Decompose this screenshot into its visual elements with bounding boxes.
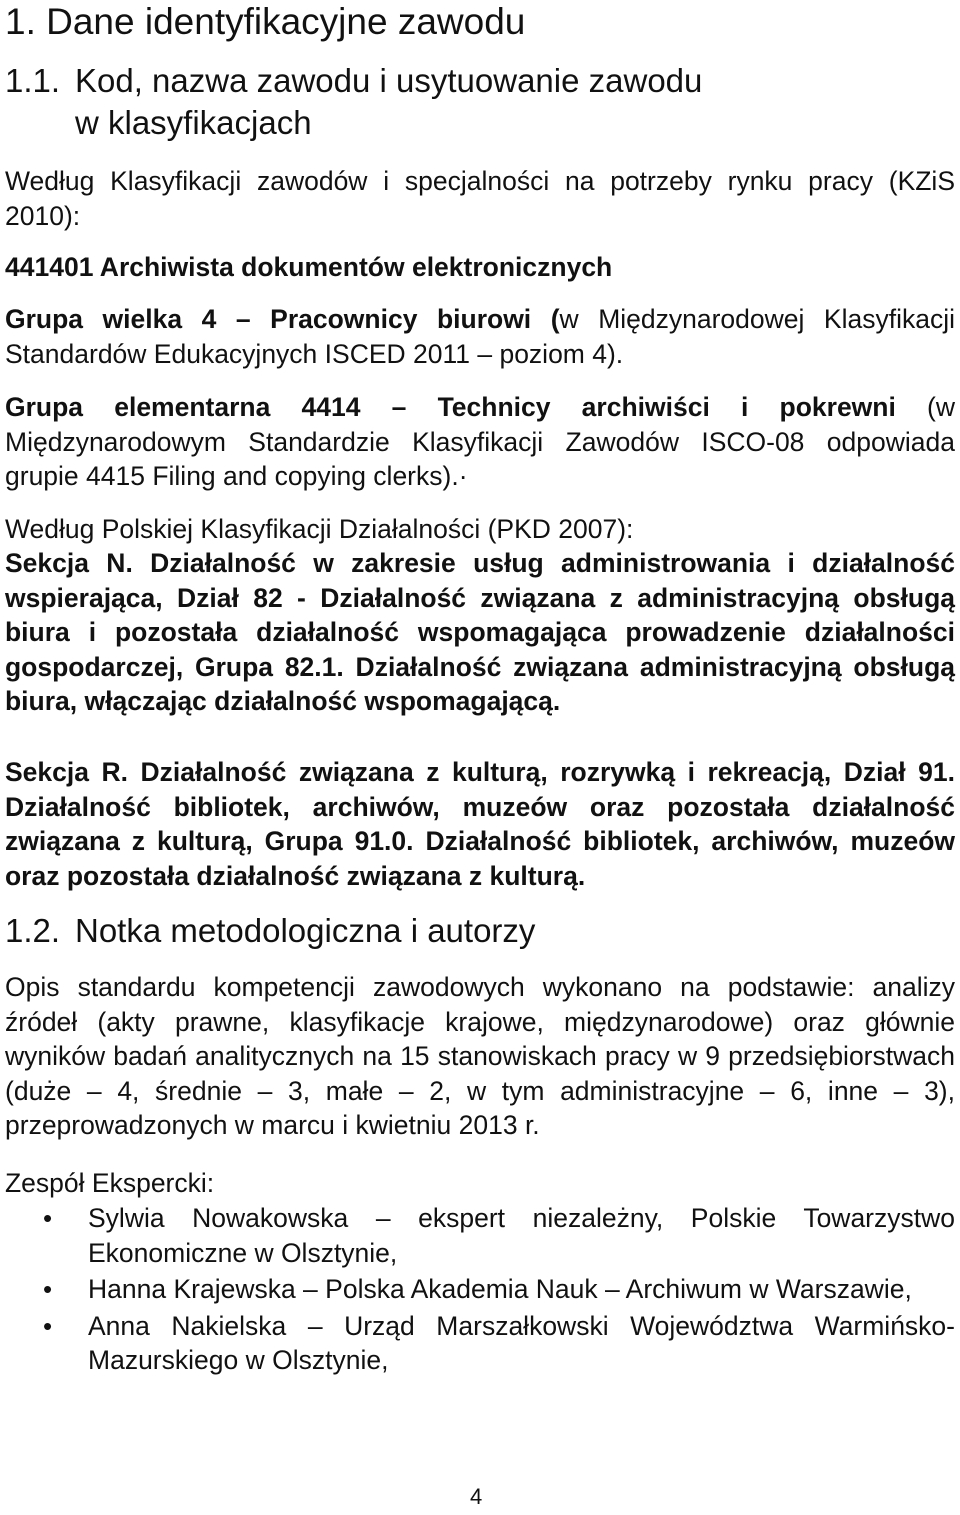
grupa-wielka [5,302,955,371]
sekcja-n-text: Sekcja N. Działalność w zakresie usług administrowania i działalność wspierająca, Dział 82 - Działalność związana z administracyjną obsługą biura i pozostała działalność wspomagająca prowadzenie działalności gospodarczej, Grupa 82.1. Działalność związana administracyjną obsługą biura, włączając działalność wspomagającą. [5,548,955,716]
expert-list [5,1201,955,1380]
team-label: Zespół Ekspercki: [5,1168,215,1198]
page-number: 4 [470,1484,483,1509]
expert-text: Hanna Krajewska – Polska Akademia Nauk – Archiwum w Warszawie, [88,1274,912,1304]
list-item [5,1272,955,1307]
sekcja-r-text: Sekcja R. Działalność związana z kulturą, rozrywką i rekreacją, Dział 91. Działalność bibliotek, archiwów, muzeów oraz pozostała działalność związana z kulturą, Grupa 91.0. Działalność bibliotek, archiwów, muzeów oraz pozostała działalność związana z kulturą. [5,757,955,891]
heading-dane-identyfikacyjne: 1. Dane identyfikacyjne zawodu [5,1,526,42]
section-title: Kod, nazwa zawodu i usytuowanie zawodu [75,62,703,99]
list-item [5,1201,955,1270]
bullet-icon: • [43,1310,53,1341]
heading-section-1-1 [5,60,702,144]
bullet-icon: • [43,1203,53,1233]
expert-text: Anna Nakielska – Urząd Marszałkowski Województwa Warmińsko-Mazurskiego w Olsztynie, [88,1310,955,1375]
occupation-code-text: 441401 Archiwista dokumentów elektronicznych [5,252,613,282]
sekcja-r [5,755,955,893]
grupa-wielka-bold: Grupa wielka 4 – Pracownicy biurowi ( [5,304,560,334]
grupa-wielka-text: w Międzynarodowej Klasyfikacji Standardów Edukacyjnych ISCED 2011 – poziom 4). [5,304,955,369]
occupation-code [5,250,955,285]
pkd-intro: Według Polskiej Klasyfikacji Działalności (PKD 2007): [5,514,634,544]
grupa-elementarna [5,390,955,494]
section-title: Notka metodologiczna i autorzy [75,912,536,949]
methodology-paragraph: Opis standardu kompetencji zawodowych wykonano na podstawie: analizy źródeł (akty prawne, klasyfikacje krajowe, międzynarodowe) oraz głównie wyników badań analitycznych na 15 stanowiskach pracy w 9 przedsiębiorstwach (duże – 4, średnie – 3, małe – 2, w tym administracyjne – 6, inne – 3), przeprowadzonych w marcu i kwietniu 2013 r. [5,972,955,1140]
section-title-continued: w klasyfikacjach [75,104,312,141]
heading-section-1-2 [5,910,535,952]
list-item [5,1309,955,1378]
sekcja-n [5,546,955,719]
grupa-elementarna-text: (w Międzynarodowym Standardzie Klasyfikacji Zawodów ISCO-08 odpowiada grupie 4415 Filing and copying clerks).· [5,392,955,491]
section-number: 1.2. [5,912,61,949]
kzis-intro: Według Klasyfikacji zawodów i specjalności na potrzeby rynku pracy (KZiS 2010): [5,166,955,231]
bullet-icon: • [43,1274,53,1304]
grupa-elementarna-bold: Grupa elementarna 4414 – Technicy archiwiści i pokrewni [5,392,896,422]
section-number: 1.1. [5,62,61,99]
expert-text: Sylwia Nowakowska – ekspert niezależny, Polskie Towarzystwo Ekonomiczne w Olsztynie, [88,1203,955,1268]
